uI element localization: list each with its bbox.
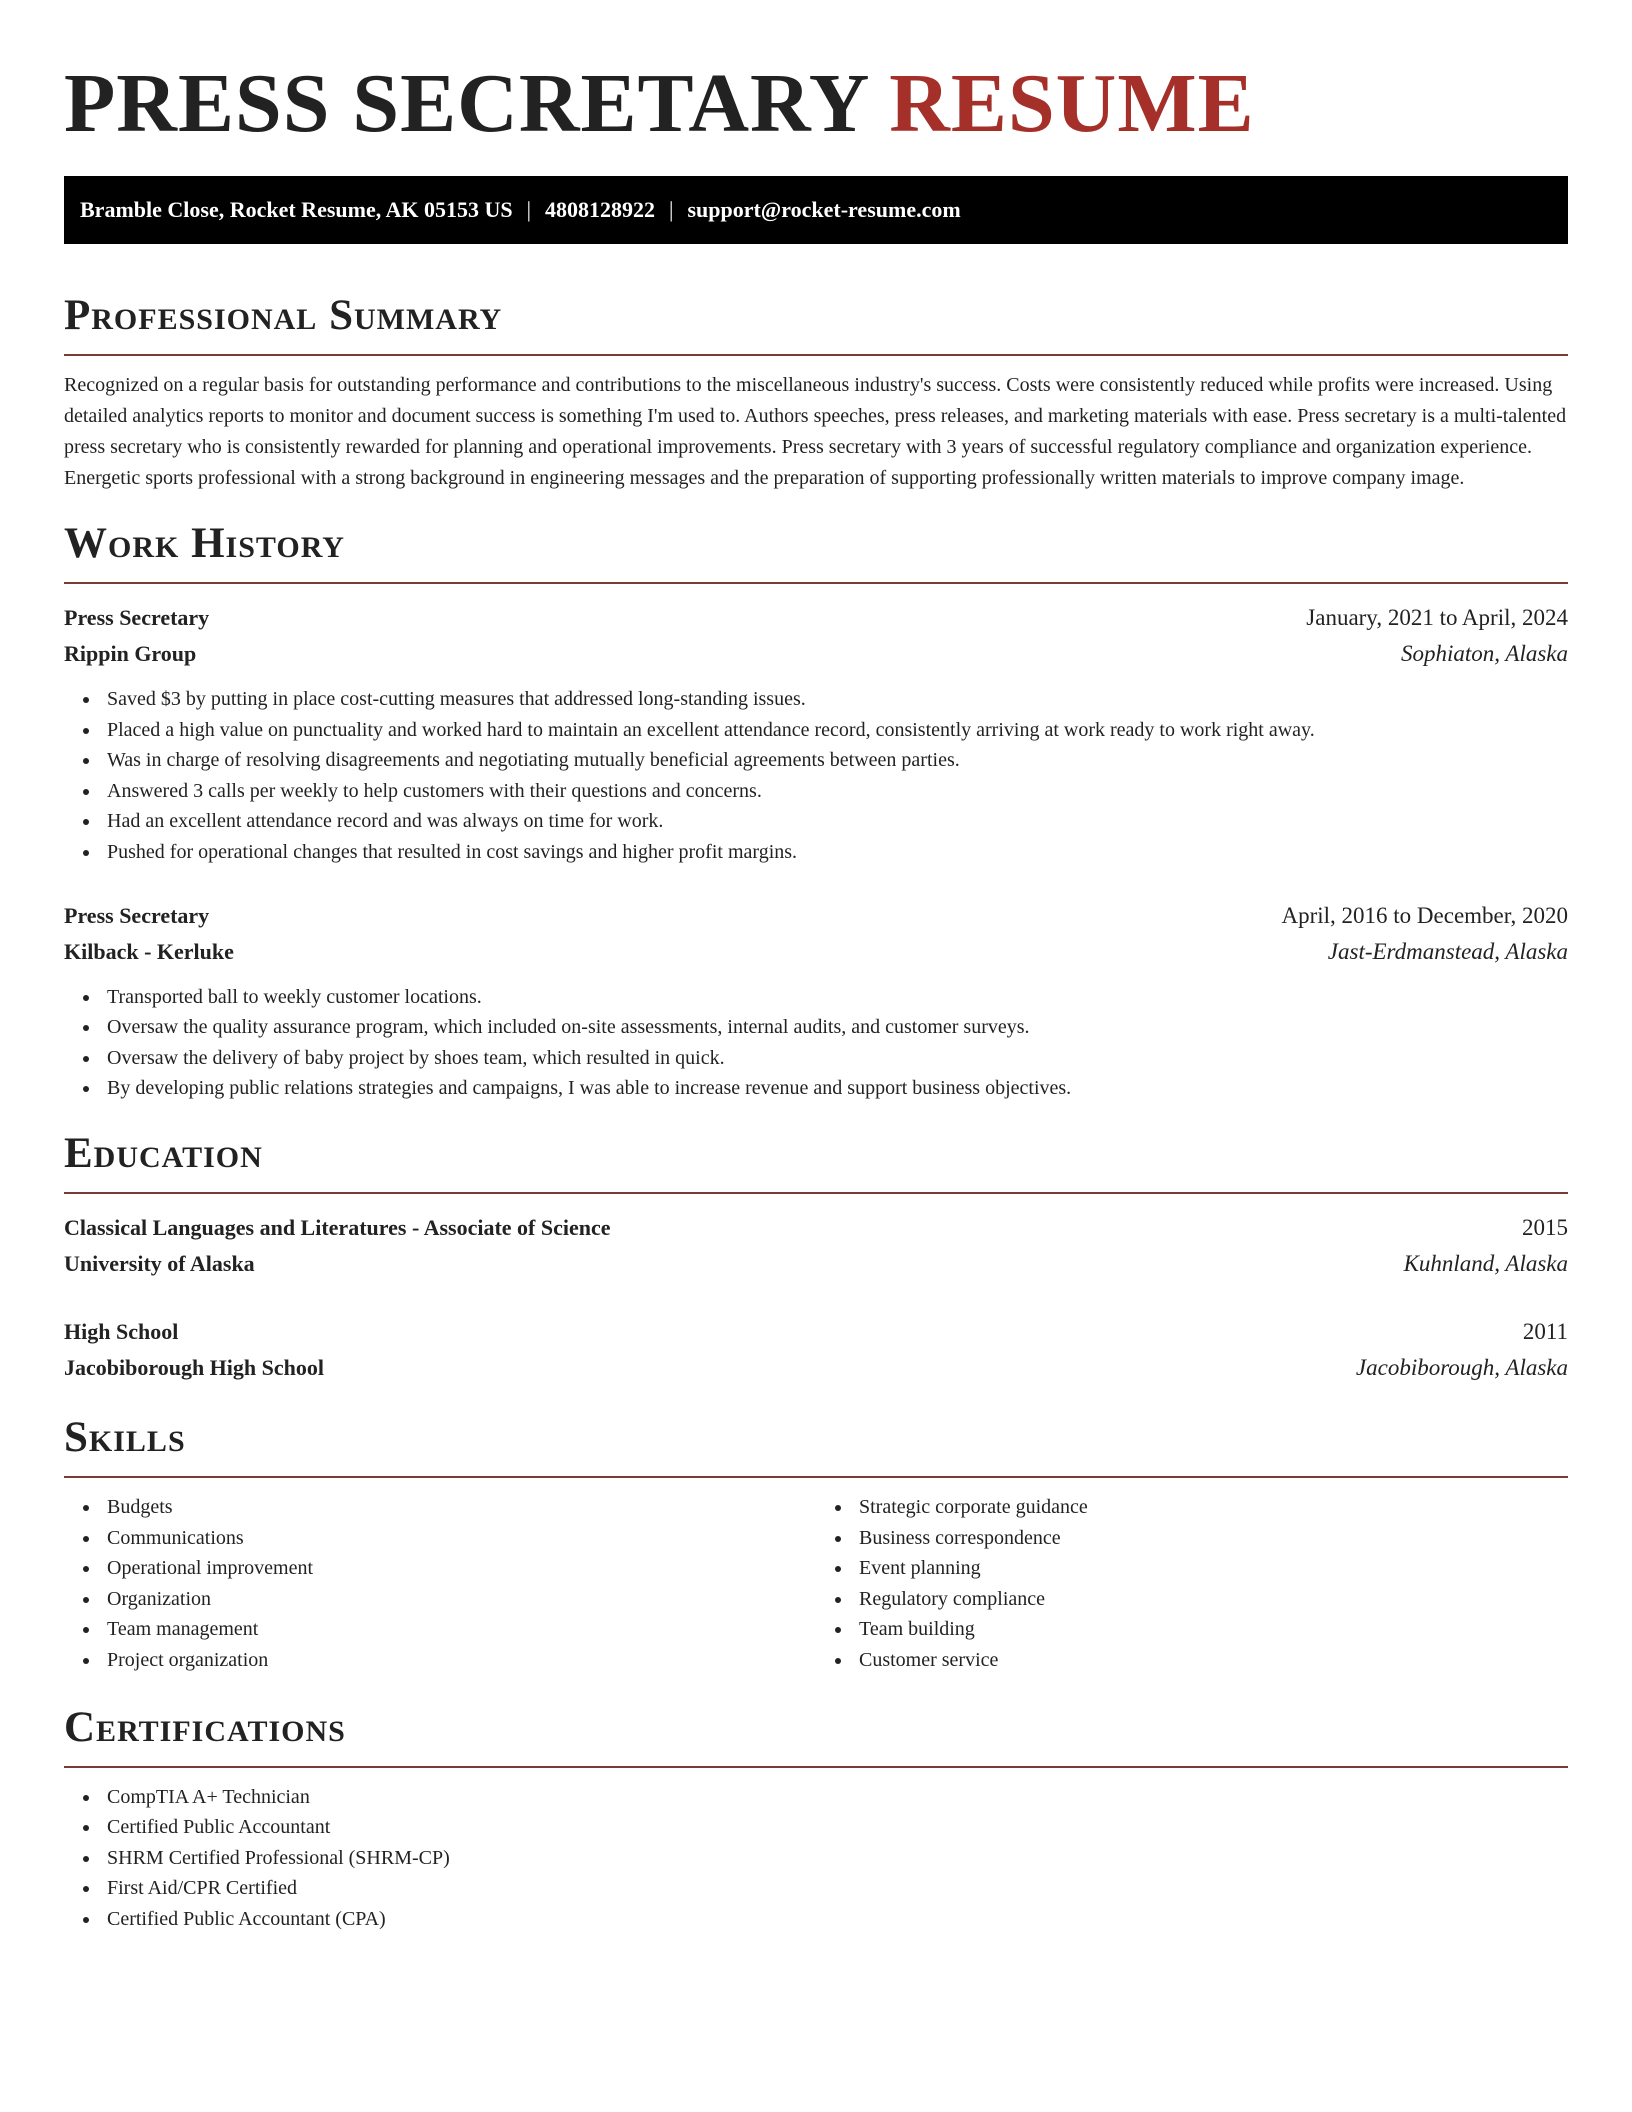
skill-item: Organization [107, 1584, 816, 1615]
summary-section [64, 288, 1568, 494]
skill-item: Communications [107, 1523, 816, 1554]
education-year: 2015 [1522, 1214, 1568, 1240]
section-title-summary: Professional Summary [64, 292, 503, 339]
section-title-work: Work History [64, 520, 345, 567]
job-bullet: Saved $3 by putting in place cost-cutting measures that addressed long-standing issues. [107, 684, 1568, 715]
section-title-education: Education [64, 1129, 263, 1177]
education-section [64, 1126, 1568, 1386]
education-entry [64, 1210, 1568, 1282]
job-entry [64, 898, 1568, 1104]
section-title-certifications: Certifications [64, 1703, 346, 1751]
summary-text: Recognized on a regular basis for outstanding performance and contributions to the miscellaneous industry's success. Costs were consistently reduced while profits were increased. Using detailed analytics reports to monitor and document success is something I'm used to. Authors speeches, press releases, and marketing materials with ease. Press secretary is a multi-talented press secretary who is consistently rewarded for planning and operational improvements. Press secretary with 3 years of successful regulatory compliance and organization experience. Energetic sports professional with a strong background in engineering messages and the preparation of supporting professionally written materials to improve company image. [64, 374, 1567, 489]
section-title-skills: Skills [64, 1413, 186, 1461]
section-divider [64, 1192, 1568, 1194]
education-school: Jacobiborough High School [64, 1354, 324, 1380]
education-degree: High School [64, 1318, 179, 1344]
education-school: University of Alaska [64, 1250, 255, 1276]
contact-address: Bramble Close, Rocket Resume, AK 05153 US [80, 197, 513, 222]
skill-item: Team building [859, 1614, 1568, 1645]
skills-grid [64, 1478, 1568, 1676]
job-title: Press Secretary [64, 605, 210, 630]
section-divider [64, 1766, 1568, 1768]
contact-separator: | [526, 197, 532, 222]
certification-item: SHRM Certified Professional (SHRM-CP) [107, 1843, 1568, 1874]
skill-item: Project organization [107, 1645, 816, 1676]
resume-title [64, 0, 1568, 154]
education-location: Jacobiborough, Alaska [1355, 1354, 1568, 1380]
work-history-section [64, 516, 1568, 1104]
skills-section [64, 1410, 1568, 1676]
skill-item: Budgets [107, 1492, 816, 1523]
education-location: Kuhnland, Alaska [1403, 1250, 1568, 1276]
job-bullet: Answered 3 calls per weekly to help customers with their questions and concerns. [107, 776, 1568, 807]
job-company: Kilback - Kerluke [64, 938, 234, 964]
education-year: 2011 [1522, 1318, 1568, 1344]
job-bullet: Oversaw the delivery of baby project by shoes team, which resulted in quick. [107, 1043, 1568, 1074]
skill-item: Operational improvement [107, 1553, 816, 1584]
job-bullets [64, 684, 1568, 868]
certification-item: Certified Public Accountant [107, 1812, 1568, 1843]
job-location: Jast-Erdmanstead, Alaska [1327, 938, 1568, 964]
job-company: Rippin Group [64, 641, 197, 666]
job-bullet: Oversaw the quality assurance program, which included on-site assessments, internal audits, and customer surveys. [107, 1012, 1568, 1043]
job-location: Sophiaton, Alaska [1401, 641, 1568, 666]
job-bullets [64, 982, 1568, 1104]
skills-list-left [64, 1492, 816, 1676]
job-bullet: Had an excellent attendance record and was always on time for work. [107, 806, 1568, 837]
title-accent: RESUME [889, 57, 1255, 150]
section-divider [64, 582, 1568, 584]
job-entry [64, 600, 1568, 868]
education-entry [64, 1314, 1568, 1386]
certifications-list [64, 1782, 1568, 1935]
education-degree: Classical Languages and Literatures - Associate of Science [64, 1214, 611, 1240]
certification-item: Certified Public Accountant (CPA) [107, 1904, 1568, 1935]
section-divider [64, 354, 1568, 356]
resume-page [64, 0, 1568, 1934]
contact-separator: | [669, 197, 674, 222]
skills-list-right [816, 1492, 1568, 1676]
skill-item: Team management [107, 1614, 816, 1645]
job-bullet: Placed a high value on punctuality and worked hard to maintain an excellent attendance record, consistently arriving at work ready to work right away. [107, 715, 1568, 746]
certification-item: CompTIA A+ Technician [107, 1782, 1568, 1813]
contact-phone: 4808128922 [545, 197, 656, 222]
contact-email: support@rocket-resume.com [687, 197, 961, 222]
skill-item: Business correspondence [859, 1523, 1568, 1554]
skill-item: Strategic corporate guidance [859, 1492, 1568, 1523]
job-bullet: Was in charge of resolving disagreements and negotiating mutually beneficial agreements between parties. [107, 745, 1568, 776]
job-bullet: Pushed for operational changes that resulted in cost savings and higher profit margins. [107, 837, 1568, 868]
title-main: PRESS SECRETARY [64, 57, 868, 150]
job-title: Press Secretary [64, 902, 210, 928]
skill-item: Customer service [859, 1645, 1568, 1676]
certifications-section [64, 1700, 1568, 1935]
contact-bar [64, 176, 1568, 244]
skill-item: Event planning [859, 1553, 1568, 1584]
skill-item: Regulatory compliance [859, 1584, 1568, 1615]
job-bullet: Transported ball to weekly customer locations. [107, 982, 1568, 1013]
job-bullet: By developing public relations strategies and campaigns, I was able to increase revenue and support business objectives. [107, 1073, 1568, 1104]
certification-item: First Aid/CPR Certified [107, 1873, 1568, 1904]
job-dates: April, 2016 to December, 2020 [1281, 902, 1568, 928]
job-dates: January, 2021 to April, 2024 [1306, 605, 1568, 630]
